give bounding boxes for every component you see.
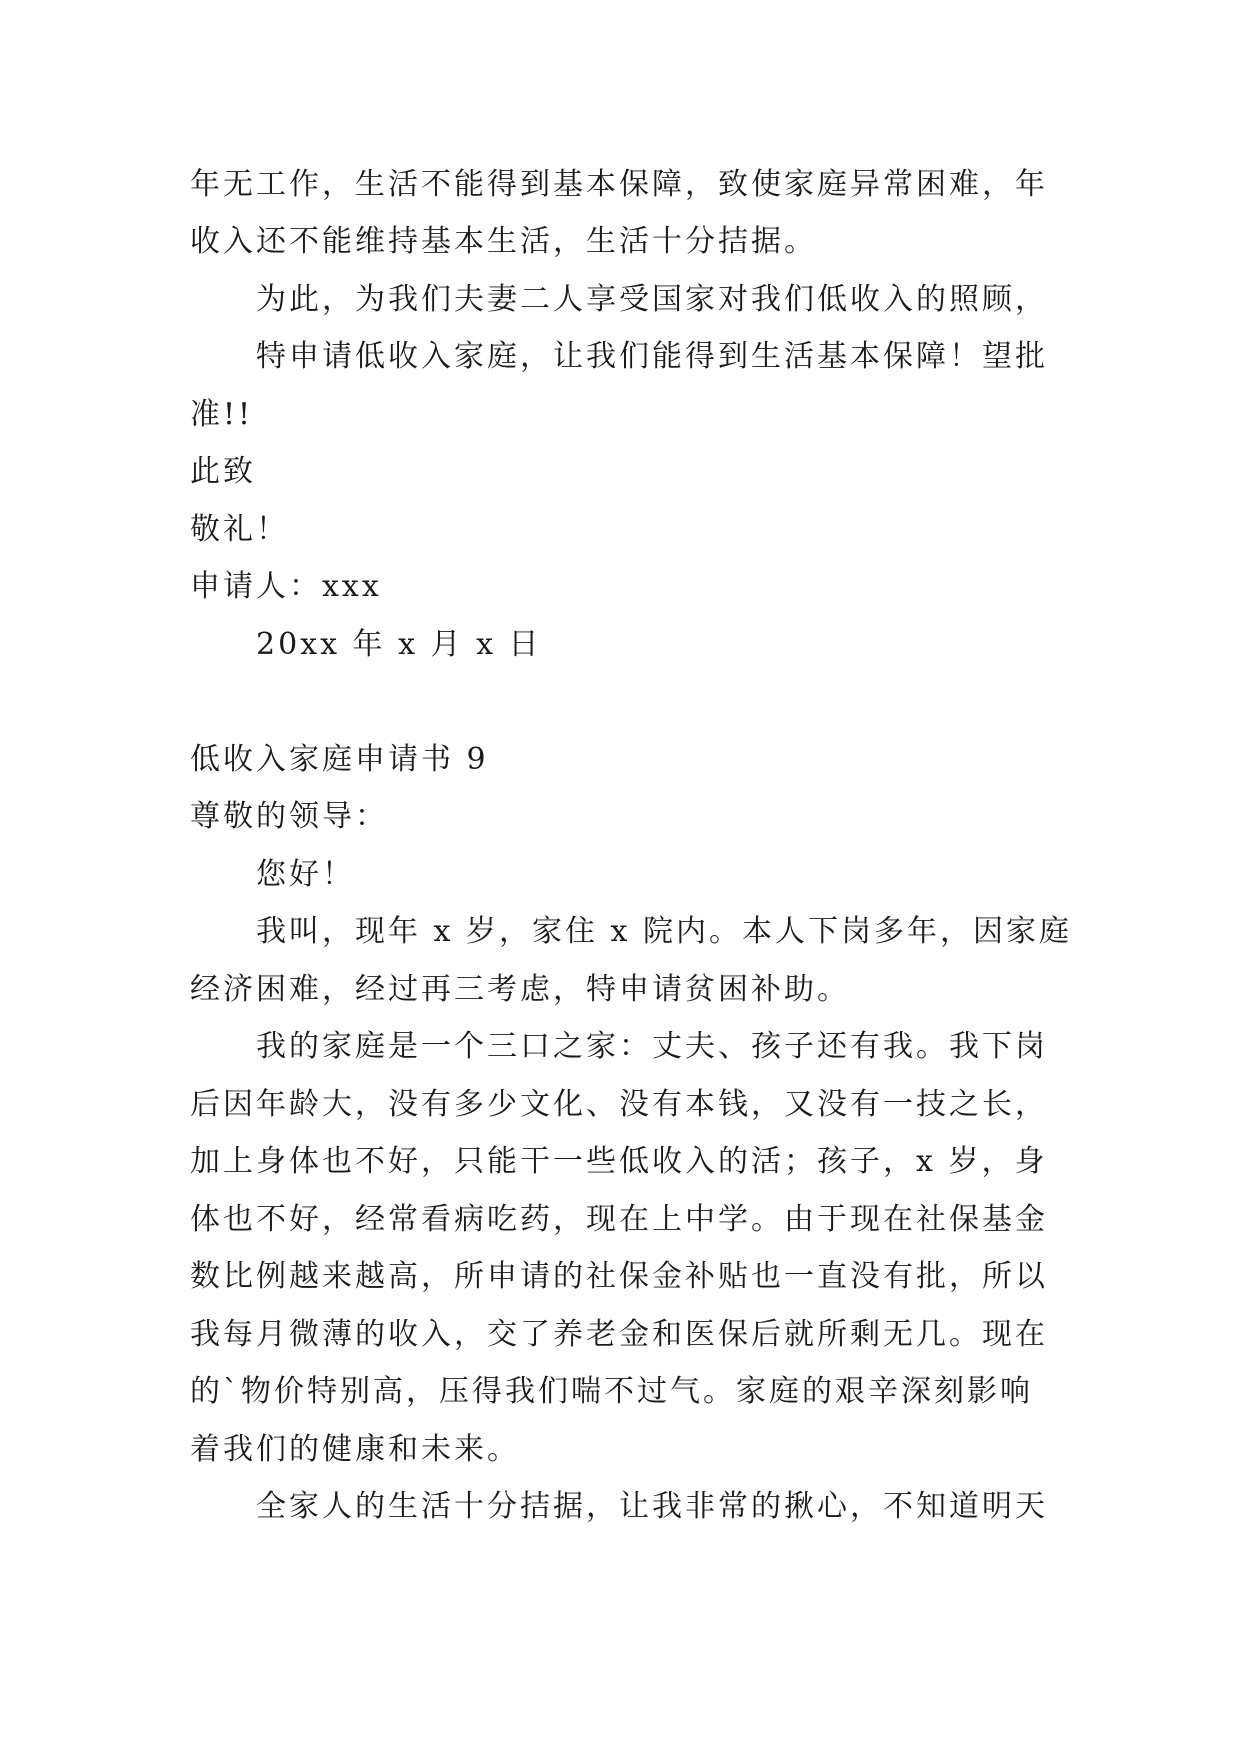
text-line: 此致 (190, 454, 256, 489)
date-line: 20xx 年 x 月 x 日 (256, 627, 542, 662)
text-line: 为此，为我们夫妻二人享受国家对我们低收入的照顾， (256, 282, 1048, 317)
text-line: 的`物价特别高，压得我们喘不过气。家庭的艰辛深刻影响 (190, 1374, 1033, 1409)
text-line: 着我们的健康和未来。 (190, 1432, 520, 1467)
text-line: 后因年龄大，没有多少文化、没有本钱，又没有一技之长， (190, 1087, 1048, 1122)
text-line: 经济困难，经过再三考虑，特申请贫困补助。 (190, 972, 850, 1007)
applicant-line: 申请人：xxx (190, 569, 382, 604)
text-line: 准!! (190, 397, 254, 432)
greeting: 您好！ (256, 857, 355, 892)
section-title: 低收入家庭申请书 9 (190, 742, 489, 777)
text-line: 加上身体也不好，只能干一些低收入的活；孩子，x 岁，身 (190, 1144, 1048, 1179)
text-line: 我每月微薄的收入，交了养老金和医保后就所剩无几。现在 (190, 1317, 1048, 1352)
text-line: 我叫，现年 x 岁，家住 x 院内。本人下岗多年，因家庭 (256, 914, 1072, 949)
text-line: 敬礼！ (190, 512, 289, 547)
text-line: 收入还不能维持基本生活，生活十分拮据。 (190, 224, 817, 259)
text-line: 全家人的生活十分拮据，让我非常的揪心，不知道明天 (256, 1489, 1048, 1524)
text-line: 体也不好，经常看病吃药，现在上中学。由于现在社保基金 (190, 1202, 1048, 1237)
text-line: 年无工作，生活不能得到基本保障，致使家庭异常困难，年 (190, 167, 1048, 202)
text-line: 数比例越来越高，所申请的社保金补贴也一直没有批，所以 (190, 1259, 1048, 1294)
salutation: 尊敬的领导： (190, 799, 388, 834)
text-line: 特申请低收入家庭，让我们能得到生活基本保障！望批 (256, 339, 1048, 374)
text-line: 我的家庭是一个三口之家：丈夫、孩子还有我。我下岗 (256, 1029, 1048, 1064)
